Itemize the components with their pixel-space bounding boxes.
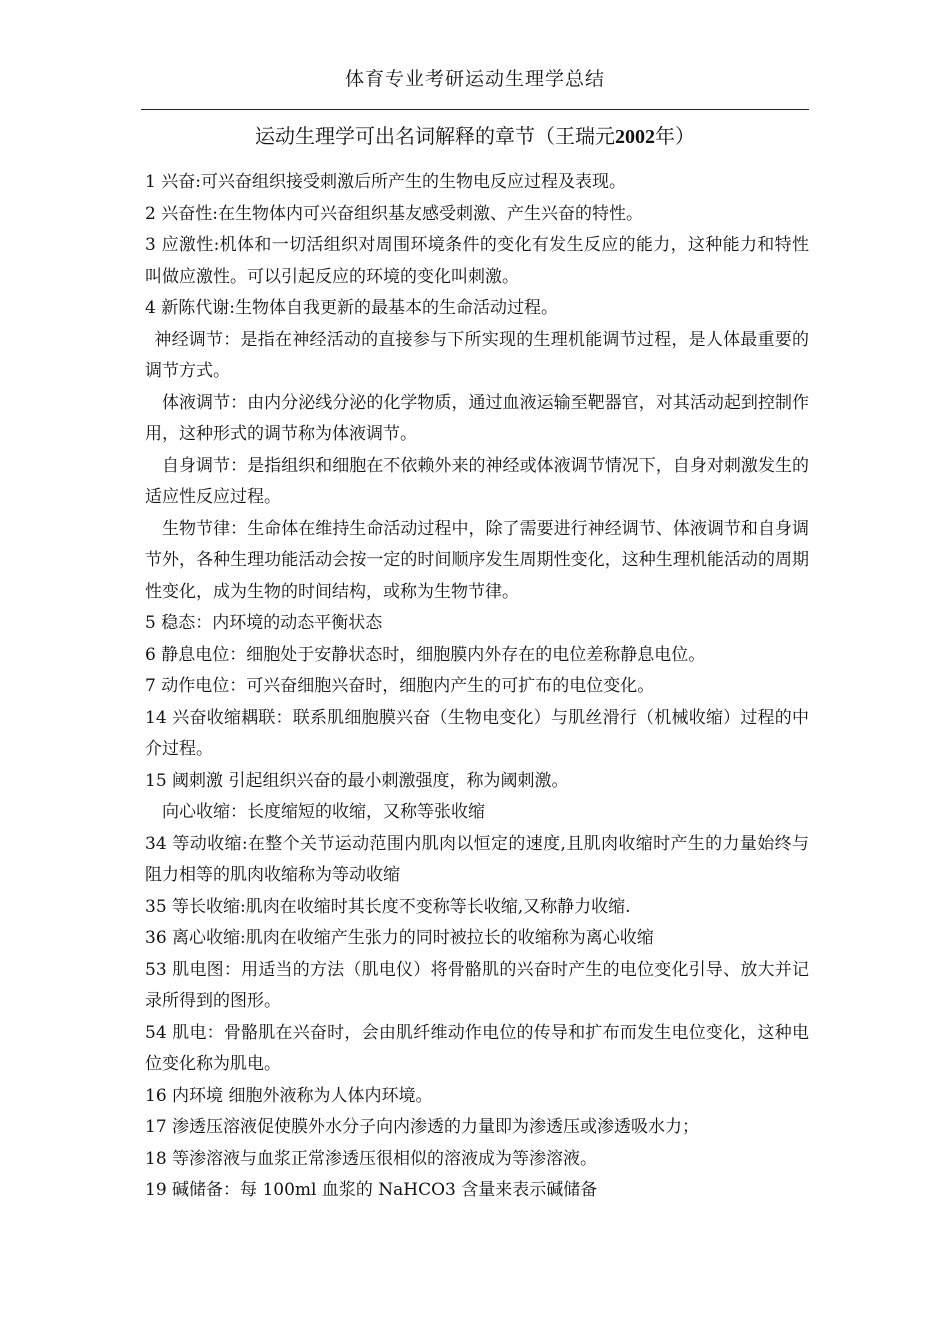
paragraph: 15 阈刺激 引起组织兴奋的最小刺激强度，称为阈刺激。: [145, 770, 569, 791]
title-prefix: 运动生理学可出名词解释的章节（王瑞元: [255, 124, 615, 148]
paragraph: 53 肌电图：用适当的方法（肌电仪）将骨骼肌的兴奋时产生的电位变化引导、放大并记录所得到的图形。: [145, 959, 809, 1011]
paragraph: 生物节律：生命体在维持生命活动过程中，除了需要进行神经调节、体液调节和自身调节外，各种生理功能活动会按一定的时间顺序发生周期性变化，这种生理机能活动的周期性变化，成为生物的时间结构，或称为生物节律。: [145, 518, 809, 602]
paragraph: 14 兴奋收缩耦联：联系肌细胞膜兴奋（生物电变化）与肌丝滑行（机械收缩）过程的中介过程。: [145, 707, 809, 759]
paragraph: 6 静息电位：细胞处于安静状态时，细胞膜内外存在的电位差称静息电位。: [145, 644, 706, 665]
paragraph: 54 肌电：骨骼肌在兴奋时，会由肌纤维动作电位的传导和扩布而发生电位变化，这种电位变化称为肌电。: [145, 1022, 809, 1074]
paragraph: 19 碱储备：每 100ml 血浆的 NaHCO3 含量来表示碱储备: [145, 1180, 598, 1200]
header-divider: [141, 109, 809, 110]
paragraph: 自身调节：是指组织和细胞在不依赖外来的神经或体液调节情况下，自身对刺激发生的适应性反应过程。: [145, 455, 809, 507]
paragraph: 16 内环境 细胞外液称为人体内环境。: [145, 1085, 433, 1106]
paragraph: 2 兴奋性:在生物体内可兴奋组织基友感受刺激、产生兴奋的特性。: [145, 203, 643, 224]
paragraph: 36 离心收缩:肌肉在收缩产生张力的同时被拉长的收缩称为离心收缩: [145, 928, 654, 948]
paragraph: 体液调节：由内分泌线分泌的化学物质，通过血液运输至靶器官，对其活动起到控制作用，这种形式的调节称为体液调节。: [145, 392, 809, 444]
paragraph: 4 新陈代谢:生物体自我更新的最基本的生命活动过程。: [145, 298, 558, 318]
document-title: [0, 121, 950, 152]
body-text: [145, 167, 809, 1207]
paragraph: 7 动作电位：可兴奋细胞兴奋时，细胞内产生的可扩布的电位变化。: [145, 676, 655, 696]
paragraph: 神经调节：是指在神经活动的直接参与下所实现的生理机能调节过程，是人体最重要的调节方式。: [145, 329, 809, 381]
paragraph: 34 等动收缩:在整个关节运动范围内肌肉以恒定的速度,且肌肉收缩时产生的力量始终与阻力相等的肌肉收缩称为等动收缩: [145, 833, 809, 885]
paragraph: 35 等长收缩:肌肉在收缩时其长度不变称等长收缩,又称静力收缩.: [145, 896, 631, 917]
paragraph: 1 兴奋:可兴奋组织接受刺激后所产生的生物电反应过程及表现。: [145, 172, 626, 192]
title-suffix: 年）: [655, 124, 695, 148]
paragraph: 18 等渗溶液与血浆正常渗透压很相似的溶液成为等渗溶液。: [145, 1148, 598, 1169]
paragraph: 3 应激性:机体和一切活组织对周围环境条件的变化有发生反应的能力，这种能力和特性叫做应激性。可以引起反应的环境的变化叫刺激。: [145, 235, 809, 287]
running-header: 体育专业考研运动生理学总结: [344, 68, 605, 90]
title-year: 2002: [615, 126, 655, 148]
paragraph: 向心收缩：长度缩短的收缩，又称等张收缩: [162, 802, 485, 822]
paragraph: 17 渗透压溶液促使膜外水分子向内渗透的力量即为渗透压或渗透吸水力；: [145, 1117, 700, 1137]
paragraph: 5 稳态：内环境的动态平衡状态: [145, 613, 383, 633]
